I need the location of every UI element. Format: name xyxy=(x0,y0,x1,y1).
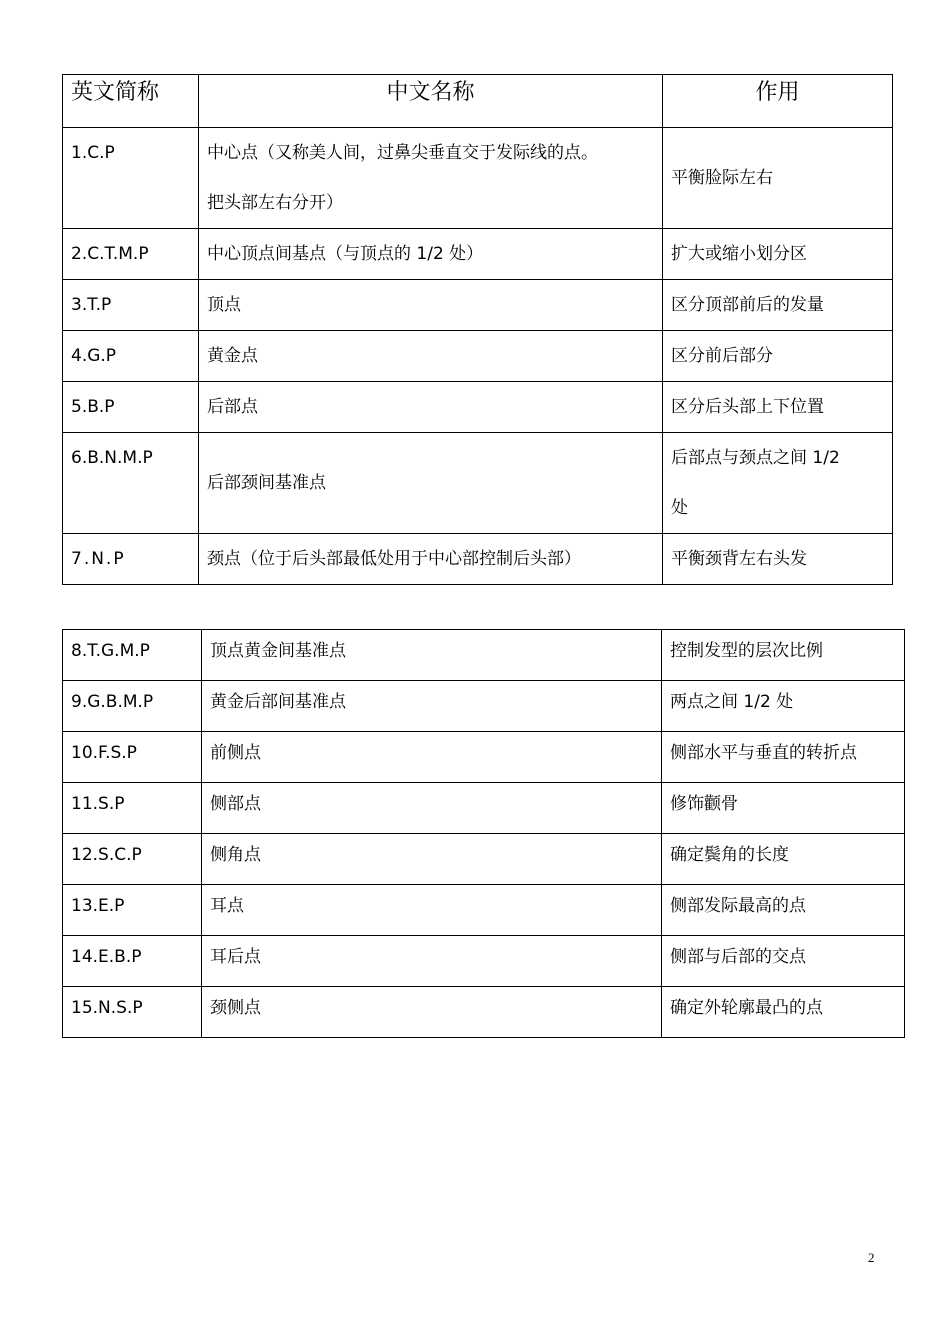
table-row xyxy=(63,834,905,885)
cell-code: 12.S.C.P xyxy=(63,834,202,885)
table-row xyxy=(63,331,893,382)
cell-use-line: 平衡颈背左右头发 xyxy=(671,549,807,569)
cell-use-line: 后部点与颈点之间 1/2 xyxy=(671,448,840,468)
cell-name xyxy=(199,534,663,585)
cell-use: 修饰颧骨 xyxy=(662,783,905,834)
cell-use-line: 区分后头部上下位置 xyxy=(671,397,824,417)
cell-code: 7.N.P xyxy=(63,534,199,585)
cell-use: 确定外轮廓最凸的点 xyxy=(662,987,905,1038)
cell-name-line: 后部点 xyxy=(207,397,258,417)
table-row xyxy=(63,128,893,229)
cell-name: 耳点 xyxy=(202,885,662,936)
cell-use xyxy=(663,229,893,280)
cell-name-line: 顶点 xyxy=(207,295,241,315)
cell-name xyxy=(199,229,663,280)
cell-name: 耳后点 xyxy=(202,936,662,987)
cell-name-line: 中心点（又称美人间，过鼻尖垂直交于发际线的点。 xyxy=(207,143,598,163)
header-function: 作用 xyxy=(663,75,893,128)
cell-code: 5.B.P xyxy=(63,382,199,433)
cell-use-line: 处 xyxy=(671,498,688,518)
header-chinese-name: 中文名称 xyxy=(199,75,663,128)
cell-code: 6.B.N.M.P xyxy=(63,433,199,534)
cell-use: 侧部发际最高的点 xyxy=(662,885,905,936)
cell-use xyxy=(663,534,893,585)
cell-use xyxy=(663,280,893,331)
hair-points-table-1 xyxy=(62,74,893,585)
cell-code: 11.S.P xyxy=(63,783,202,834)
cell-use xyxy=(663,331,893,382)
cell-name: 侧角点 xyxy=(202,834,662,885)
cell-use: 侧部与后部的交点 xyxy=(662,936,905,987)
cell-use: 确定鬓角的长度 xyxy=(662,834,905,885)
table-row xyxy=(63,987,905,1038)
cell-name xyxy=(199,433,663,534)
table-row xyxy=(63,681,905,732)
table-row xyxy=(63,382,893,433)
cell-code: 9.G.B.M.P xyxy=(63,681,202,732)
cell-use xyxy=(663,128,893,229)
cell-name-line: 后部颈间基准点 xyxy=(207,473,326,493)
cell-code: 14.E.B.P xyxy=(63,936,202,987)
table-row xyxy=(63,433,893,534)
cell-name-line: 中心顶点间基点（与顶点的 1/2 处） xyxy=(207,244,484,264)
table-row xyxy=(63,783,905,834)
cell-name xyxy=(199,280,663,331)
cell-use xyxy=(663,382,893,433)
cell-name-line: 把头部左右分开） xyxy=(207,193,343,213)
cell-name xyxy=(199,128,663,229)
cell-name: 侧部点 xyxy=(202,783,662,834)
cell-use-line: 区分顶部前后的发量 xyxy=(671,295,824,315)
cell-code: 8.T.G.M.P xyxy=(63,630,202,681)
cell-use: 侧部水平与垂直的转折点 xyxy=(662,732,905,783)
cell-use-line: 区分前后部分 xyxy=(671,346,773,366)
table-row xyxy=(63,630,905,681)
table-header-row xyxy=(63,75,893,128)
cell-use-line: 扩大或缩小划分区 xyxy=(671,244,807,264)
cell-name xyxy=(199,382,663,433)
cell-name xyxy=(199,331,663,382)
cell-code: 2.C.T.M.P xyxy=(63,229,199,280)
cell-name: 黄金后部间基准点 xyxy=(202,681,662,732)
cell-name: 颈侧点 xyxy=(202,987,662,1038)
cell-name-line: 颈点（位于后头部最低处用于中心部控制后头部） xyxy=(207,549,581,569)
cell-use-line: 平衡脸际左右 xyxy=(671,168,773,188)
cell-name: 顶点黄金间基准点 xyxy=(202,630,662,681)
cell-name: 前侧点 xyxy=(202,732,662,783)
cell-name-line: 黄金点 xyxy=(207,346,258,366)
page-number: 2 xyxy=(868,1250,875,1265)
cell-code: 10.F.S.P xyxy=(63,732,202,783)
table-row xyxy=(63,280,893,331)
hair-points-table-2 xyxy=(62,629,905,1038)
table-row xyxy=(63,229,893,280)
cell-use: 两点之间 1/2 处 xyxy=(662,681,905,732)
table-row xyxy=(63,732,905,783)
header-english-abbr: 英文简称 xyxy=(63,75,199,128)
cell-use: 控制发型的层次比例 xyxy=(662,630,905,681)
cell-code: 13.E.P xyxy=(63,885,202,936)
cell-code: 15.N.S.P xyxy=(63,987,202,1038)
cell-code: 3.T.P xyxy=(63,280,199,331)
table-row xyxy=(63,534,893,585)
cell-code: 1.C.P xyxy=(63,128,199,229)
cell-use xyxy=(663,433,893,534)
table-row xyxy=(63,936,905,987)
table-row xyxy=(63,885,905,936)
cell-code: 4.G.P xyxy=(63,331,199,382)
